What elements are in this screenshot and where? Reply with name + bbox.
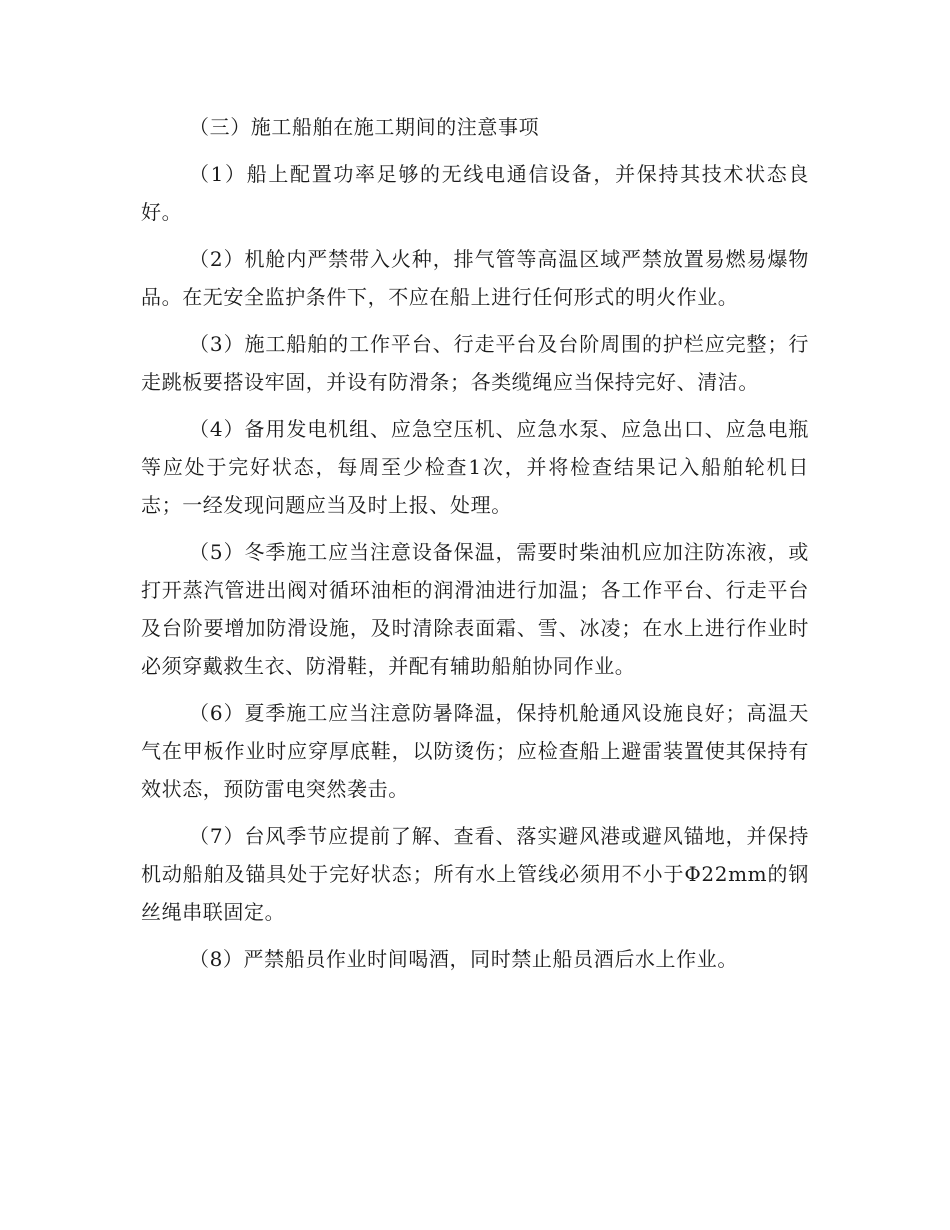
paragraph-item-3: （3）施工船舶的工作平台、行走平台及台阶周围的护栏应完整；行走跳板要搭设牢固，并设有防滑条；各类缆绳应当保持完好、清洁。	[141, 332, 809, 394]
paragraph-item-5: （5）冬季施工应当注意设备保温，需要时柴油机应加注防冻液，或打开蒸汽管进出阀对循环油柜的润滑油进行加温；各工作平台、行走平台及台阶要增加防滑设施，及时清除表面霜、雪、冰凌；在水上进行作业时必须穿戴救生衣、防滑鞋，并配有辅助船舶协同作业。	[141, 540, 809, 678]
paragraph-item-7: （7）台风季节应提前了解、查看、落实避风港或避风锚地，并保持机动船舶及锚具处于完好状态；所有水上管线必须用不小于Φ22mm的钢丝绳串联固定。	[141, 824, 809, 924]
paragraph-item-8: （8）严禁船员作业时间喝酒，同时禁止船员酒后水上作业。	[189, 947, 738, 971]
section-heading: （三）施工船舶在施工期间的注意事项	[189, 115, 540, 139]
document-body	[141, 108, 809, 987]
paragraph-item-6: （6）夏季施工应当注意防暑降温，保持机舱通风设施良好；高温天气在甲板作业时应穿厚底鞋，以防烫伤；应检查船上避雷装置使其保持有效状态，预防雷电突然袭击。	[141, 701, 809, 801]
paragraph-item-4: （4）备用发电机组、应急空压机、应急水泵、应急出口、应急电瓶等应处于完好状态，每周至少检查1次，并将检查结果记入船舶轮机日志；一经发现问题应当及时上报、处理。	[141, 417, 809, 517]
paragraph-item-1: （1）船上配置功率足够的无线电通信设备，并保持其技术状态良好。	[141, 162, 809, 224]
paragraph-item-2: （2）机舱内严禁带入火种，排气管等高温区域严禁放置易燃易爆物品。在无安全监护条件下，不应在船上进行任何形式的明火作业。	[141, 247, 809, 309]
